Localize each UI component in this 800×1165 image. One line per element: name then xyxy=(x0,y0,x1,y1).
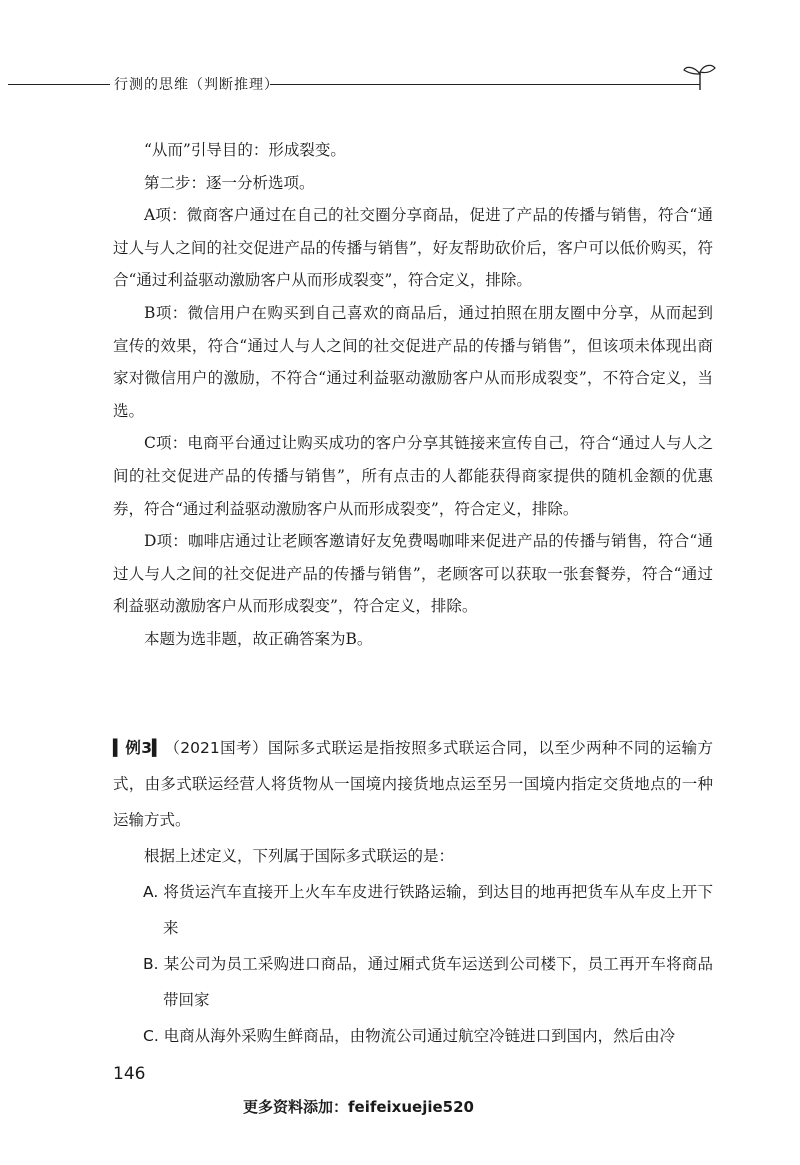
analysis-step1-conclusion: “从而”引导目的：形成裂变。 xyxy=(144,141,346,159)
analysis-option-c: C项：电商平台通过让购买成功的客户分享其链接来宣传自己，符合“通过人与人之间的社交促进产品的传播与销售”，所有点击的人都能获得商家提供的随机金额的优惠券，符合“通过利益驱动激励客户从而形成裂变”，符合定义，排除。 xyxy=(113,434,713,518)
example-stem-paragraph xyxy=(113,730,713,838)
example-option-b: B. 某公司为员工采购进口商品，通过厢式货车运送到公司楼下，员工再开车将商品带回家 xyxy=(143,955,713,1009)
header-title: 行测的思维（判断推理） xyxy=(114,77,279,93)
example-3-section xyxy=(113,730,713,1054)
example-option-c: C. 电商从海外采购生鲜商品，由物流公司通过航空冷链进口到国内，然后由冷 xyxy=(143,1027,676,1045)
analysis-option-a: A项：微商客户通过在自己的社交圈分享商品，促进了产品的传播与销售，符合“通过人与人之间的社交促进产品的传播与销售”，好友帮助砍价后，客户可以低价购买，符合“通过利益驱动激励客户从而形成裂变”，符合定义，排除。 xyxy=(113,206,713,290)
page-number: 146 xyxy=(113,1064,146,1084)
analysis-option-d: D项：咖啡店通过让老顾客邀请好友免费喝咖啡来促进产品的传播与销售，符合“通过人与人之间的社交促进产品的传播与销售”，老顾客可以获取一张套餐券，符合“通过利益驱动激励客户从而形成裂变”，符合定义，排除。 xyxy=(113,532,713,616)
example-tag: ▍例3▍ xyxy=(113,739,164,757)
example-option-a: A. 将货运汽车直接开上火车车皮进行铁路运输，到达目的地再把货车从车皮上开下来 xyxy=(143,883,713,937)
analysis-answer: 本题为选非题，故正确答案为B。 xyxy=(144,629,373,648)
analysis-section xyxy=(113,134,713,656)
example-stem: （2021国考）国际多式联运是指按照多式联运合同，以至少两种不同的运输方式，由多式联运经营人将货物从一国境内接货地点运至另一国境内指定交货地点的一种运输方式。 xyxy=(113,739,713,829)
sprout-icon xyxy=(682,62,718,92)
footer-note: 更多资料添加：feifeixuejie520 xyxy=(243,1098,474,1116)
example-question: 根据上述定义，下列属于国际多式联运的是： xyxy=(144,847,455,865)
header-rule-right xyxy=(270,84,700,85)
analysis-step2-heading: 第二步：逐一分析选项。 xyxy=(144,173,315,192)
running-header xyxy=(0,60,800,100)
header-rule-left xyxy=(8,84,110,85)
analysis-option-b: B项：微信用户在购买到自己喜欢的商品后，通过拍照在朋友圈中分享，从而起到宣传的效果，符合“通过人与人之间的社交促进产品的传播与销售”，但该项未体现出商家对微信用户的激励，不符合“通过利益驱动激励客户从而形成裂变”，不符合定义，当选。 xyxy=(113,303,713,420)
